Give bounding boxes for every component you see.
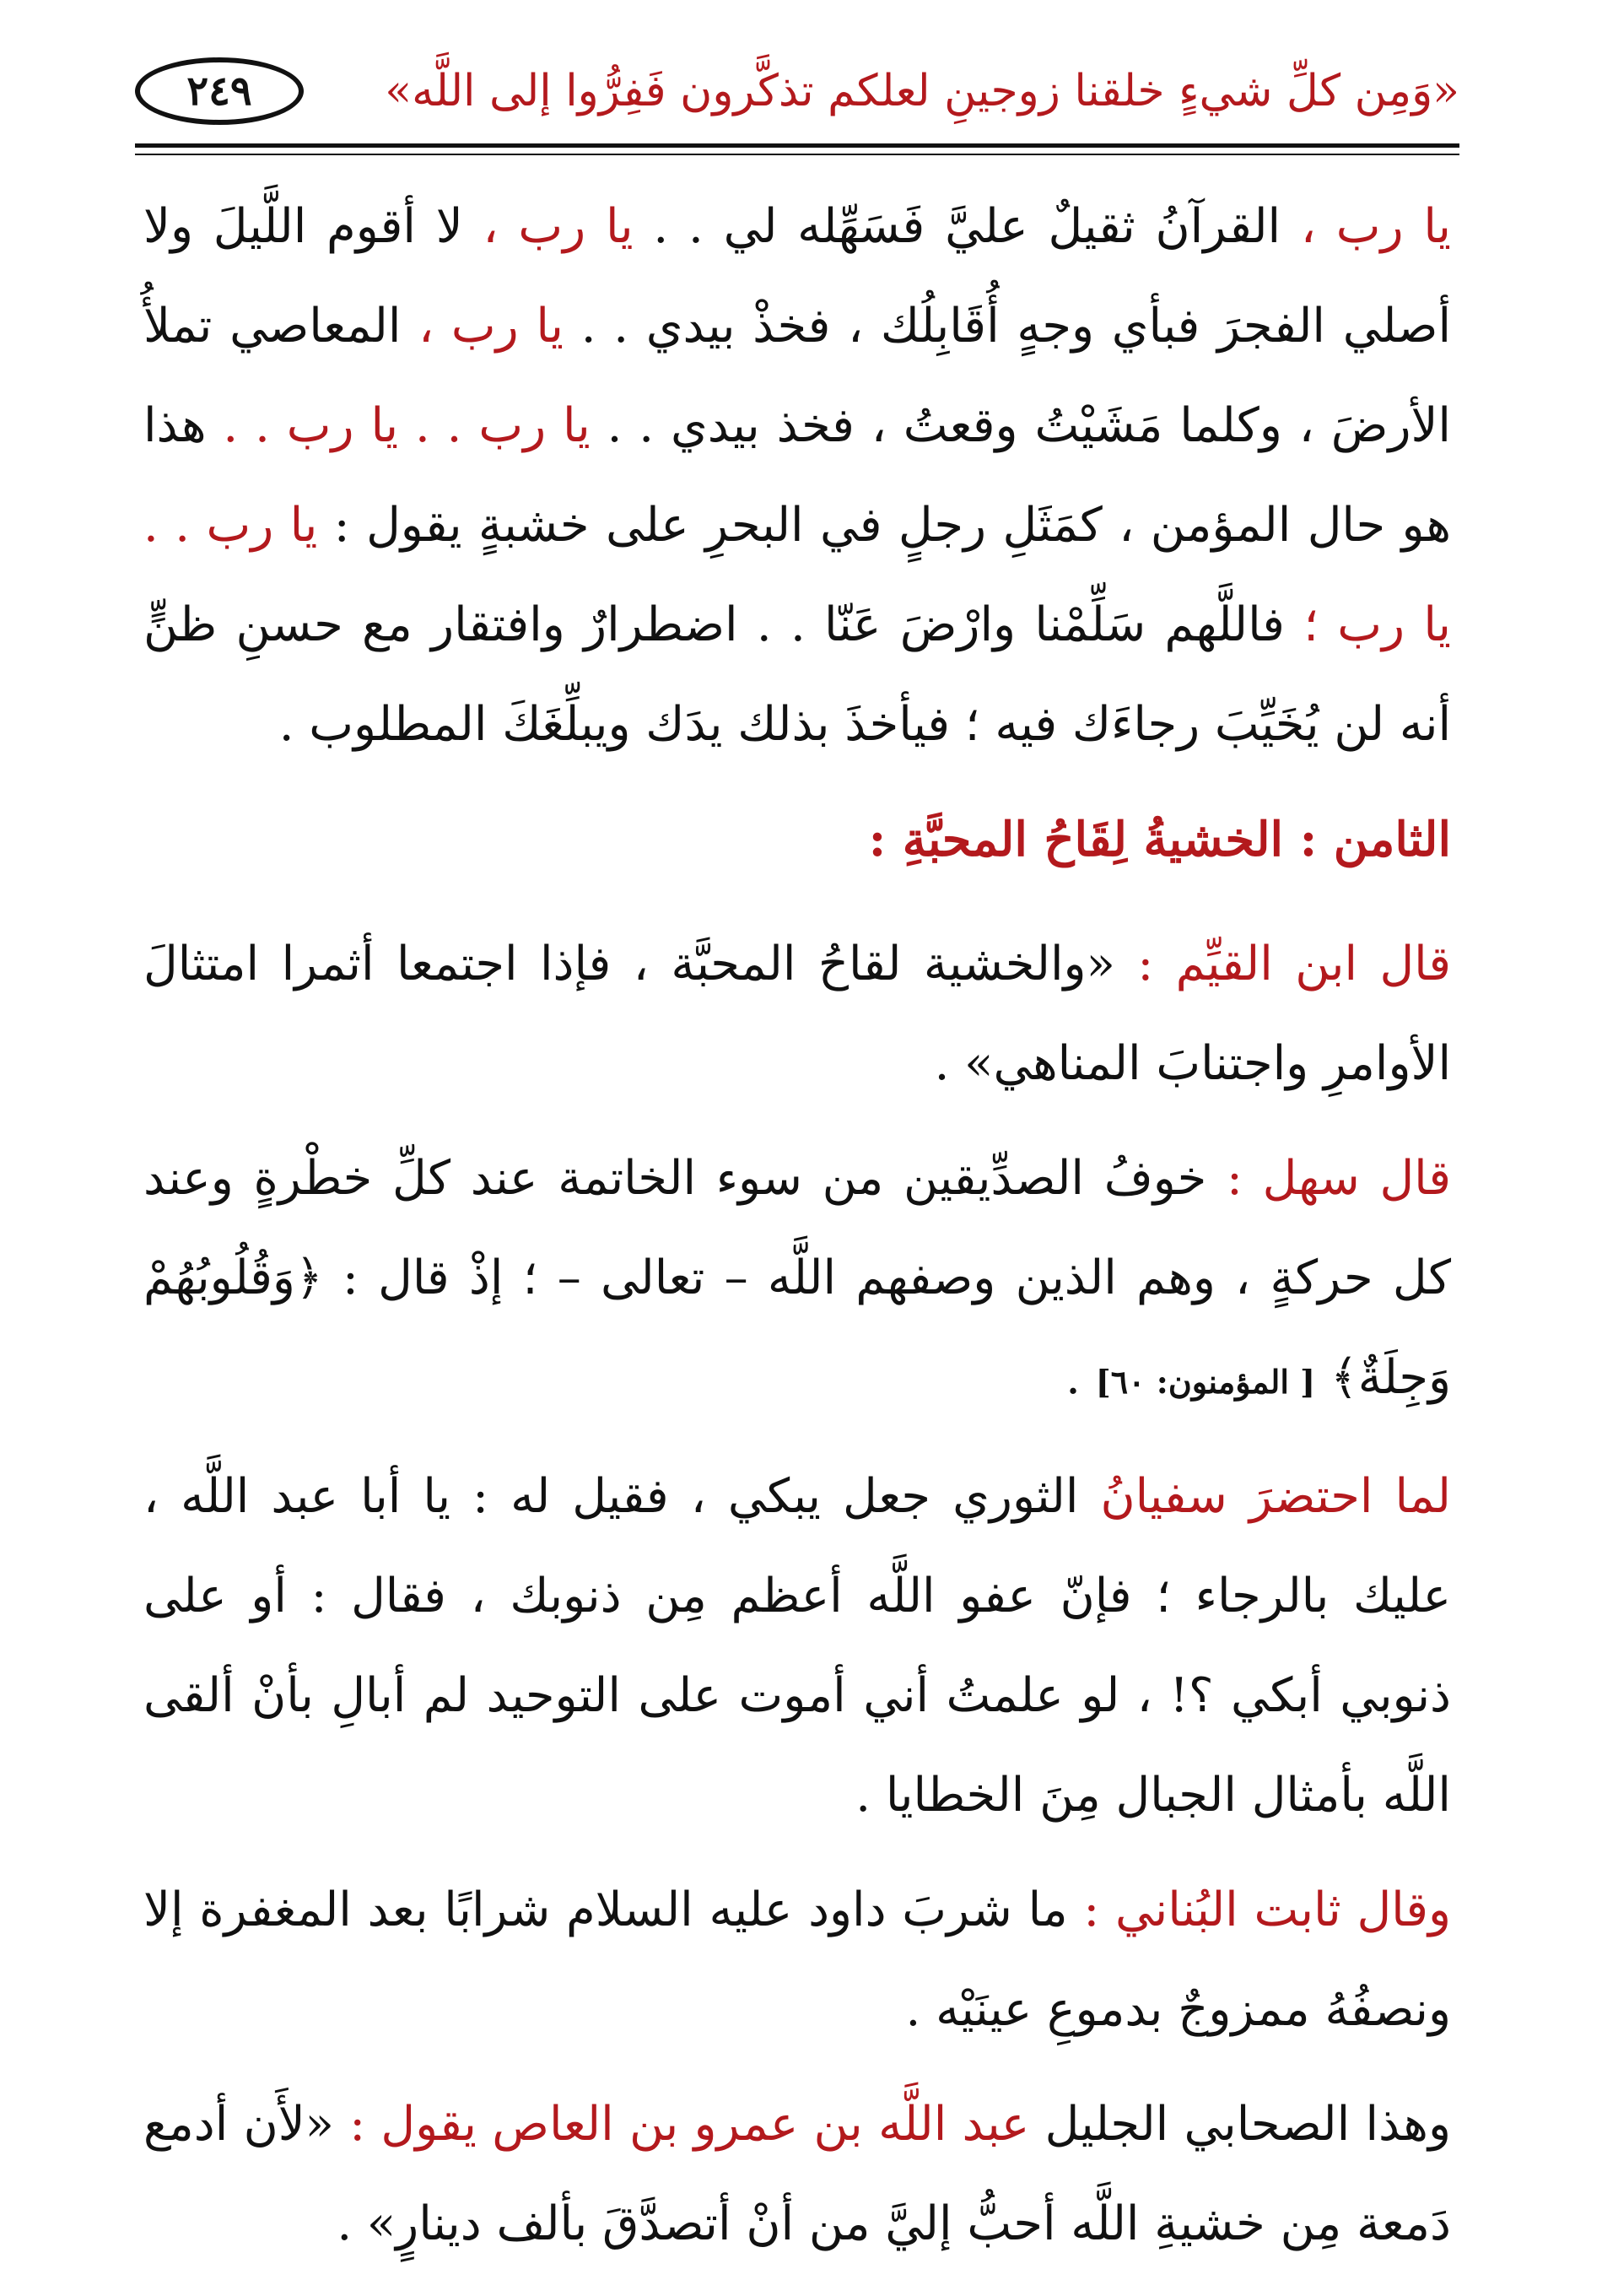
- section-heading: [143, 790, 1451, 889]
- quran-verse: ﴿وَقُلُوبُهُمْ وَجِلَةٌ﴾: [143, 1251, 1451, 1405]
- speaker-name: وقال ثابت البُناني :: [1083, 1883, 1452, 1937]
- paragraph-text: .: [1065, 1350, 1096, 1405]
- header-rule-thin: [135, 154, 1459, 155]
- paragraph-text: فاللَّهم سَلِّمْنا وارْضَ عَنّا . . اضطرارٌ وافتقار مع حسنِ ظنٍّ أنه لن يُخَيِّبَ رجاءَك فيه ؛ فيأخذَ بذلك يدَك ويبلِّغَكَ المطلوب .: [143, 597, 1451, 752]
- paragraph-text: وهذا الصحابي الجليل: [1029, 2097, 1451, 2152]
- speaker-name: عبد اللَّه بن عمرو بن العاص يقول :: [349, 2097, 1030, 2152]
- paragraph-sufyan: [143, 1447, 1451, 1845]
- header-rule-thick: [135, 143, 1459, 148]
- paragraph-text: «والخشية لقاحُ المحبَّة ، فإذا اجتمعا أثمرا امتثالَ الأوامرِ واجتنابَ المناهي» .: [143, 937, 1451, 1091]
- page-header: [135, 51, 1459, 152]
- page-number: ٢٤٩: [135, 57, 304, 125]
- section-heading-label: الثامن :: [1299, 812, 1451, 867]
- page-body: [143, 177, 1451, 2289]
- running-title: «وَمِن كلِّ شيءٍ خلقنا زوجينِ لعلكم تذكَّرون فَفِرُّوا إلى اللَّه»: [385, 66, 1459, 116]
- paragraph-text: هذا هو حال المؤمن ، كمَثَلِ رجلٍ في البحرِ على خشبةٍ يقول :: [143, 398, 1451, 553]
- paragraph-text: «لأَن أدمع دَمعة مِن خشيةِ اللَّه أحبُّ إليَّ من أنْ أتصدَّقَ بألف دينارٍ» .: [143, 2097, 1451, 2251]
- paragraph-supplication: [143, 177, 1451, 775]
- paragraph-text: المعاصي تملأُ الأرضَ ، وكلما مَشَيْتُ وقعتُ ، فخذ بيدي . .: [143, 299, 1451, 453]
- paragraph-thabit: [143, 1861, 1451, 2060]
- paragraph-ibn-qayyim: [143, 915, 1451, 1114]
- paragraph-text: ما شربَ داود عليه السلام شرابًا بعد المغفرة إلا ونصفُهُ ممزوجٌ بدموعِ عينَيْه .: [143, 1883, 1451, 2037]
- paragraph-abdullah: [143, 2075, 1451, 2274]
- speaker-name: قال سهل :: [1227, 1151, 1451, 1206]
- paragraph-text: القرآنُ ثقيلٌ عليَّ فَسَهِّله لي . .: [633, 199, 1301, 254]
- verse-reference: [ المؤمنون: ٦٠]: [1095, 1363, 1316, 1401]
- paragraph-text: الثوري جعل يبكي ، فقيل له : يا أبا عبد اللَّه ، عليك بالرجاء ؛ فإنّ عفو اللَّه أعظم مِن ذنوبك ، فقال : أو على ذنوبي أبكي ؟! ، لو علمتُ أني أموت على التوحيد لم أبالِ بأنْ ألقى اللَّه بأمثال الجبال مِنَ الخطايا .: [143, 1469, 1451, 1823]
- supplication-phrase: يا رب ،: [483, 199, 634, 254]
- paragraph-text: خوفُ الصدِّيقين من سوء الخاتمة عند كلِّ خطْرةٍ وعند كل حركةٍ ، وهم الذين وصفهم اللَّه – تعالى – ؛ إذْ قال :: [143, 1151, 1451, 1305]
- supplication-phrase: يا رب ،: [418, 299, 564, 354]
- section-heading-title: الخشيةُ لِقَاحُ المحبَّةِ :: [868, 812, 1300, 867]
- speaker-name: قال ابن القيِّم :: [1137, 937, 1451, 991]
- paragraph-text: لا أقوم اللَّيلَ ولا أصلي الفجرَ فبأي وجهٍ أُقَابِلُك ، فخذْ بيدي . .: [143, 199, 1452, 354]
- supplication-phrase: يا رب . . يا رب ؛: [143, 498, 1451, 652]
- paragraph-sahl: [143, 1129, 1451, 1432]
- supplication-phrase: يا رب . . يا رب . .: [223, 398, 591, 453]
- supplication-phrase: يا رب ،: [1300, 199, 1451, 254]
- speaker-name: لما احتضرَ سفيانُ: [1100, 1469, 1451, 1524]
